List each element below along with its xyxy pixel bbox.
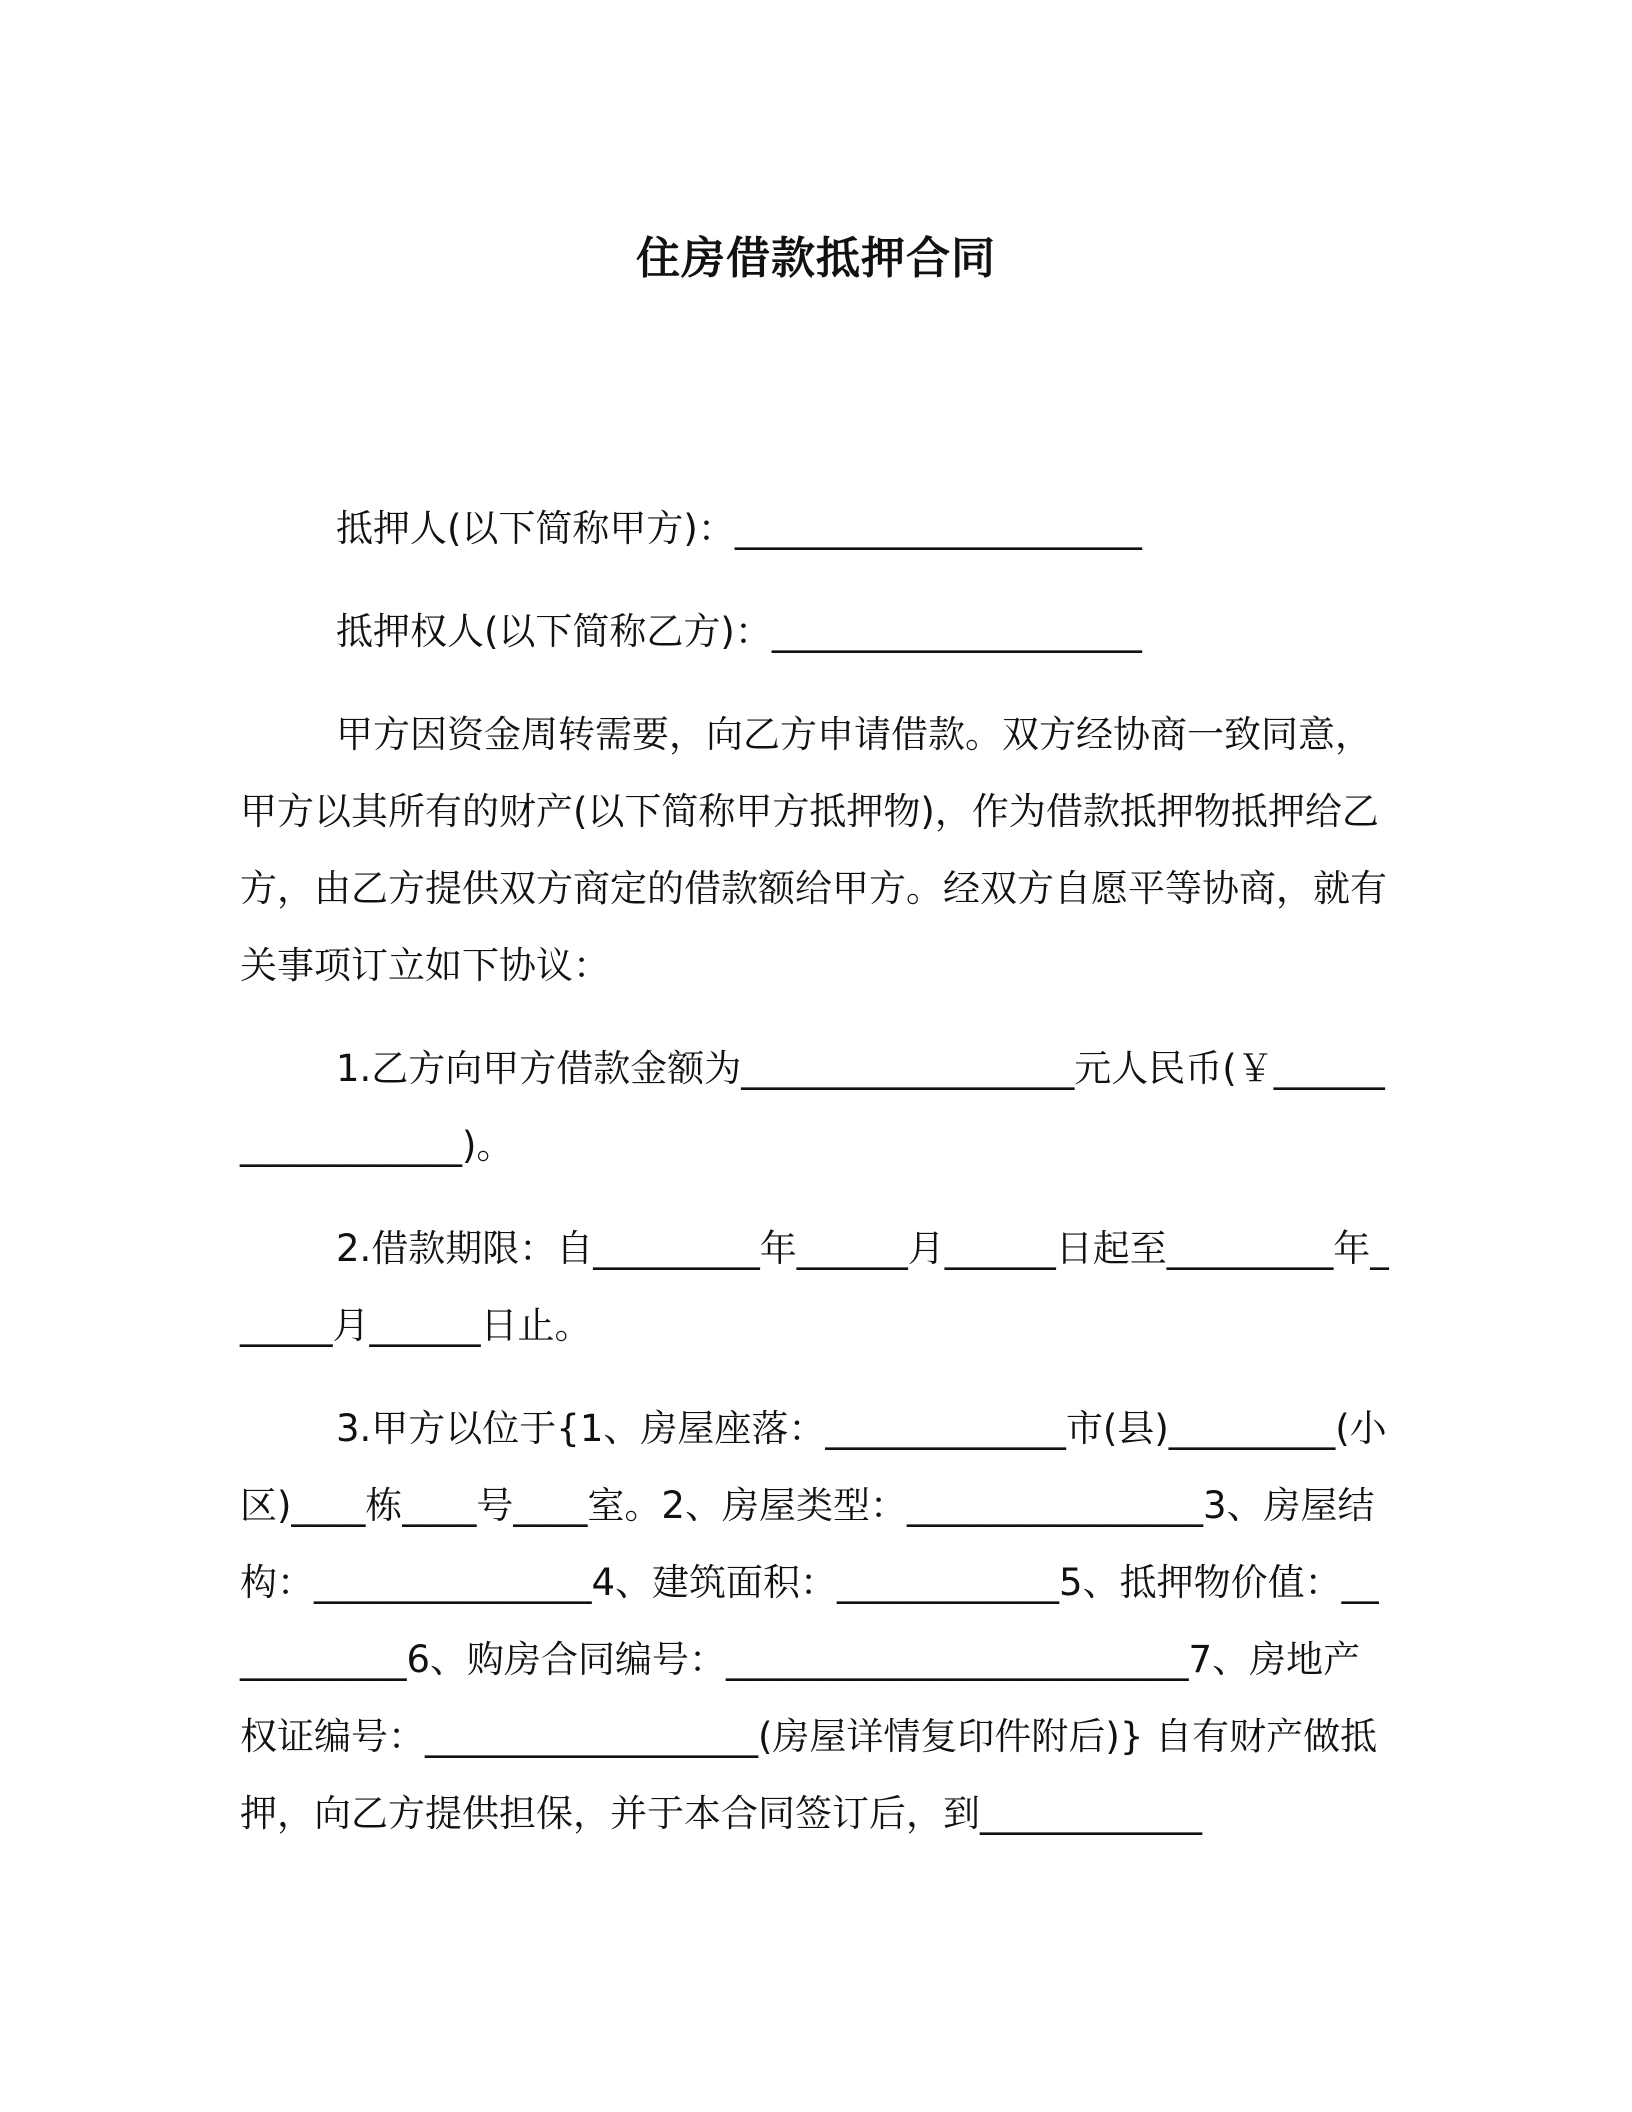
document-title: 住房借款抵押合同 <box>636 233 996 284</box>
document-body <box>240 490 1392 1852</box>
mortgagor-line: 抵押人(以下简称甲方)：______________________ <box>336 507 1142 550</box>
mortgagee-line: 抵押权人(以下简称乙方)：____________________ <box>336 610 1142 653</box>
clause-3-collateral: 3.甲方以位于{1、房屋座落：_____________市(县)_________(小区)____栋____号____室。2、房屋类型：________________3、房屋结构：_______________4、建筑面积：____________5、抵押物价值：___________6、购房合同编号：_________________________7、房地产权证编号：__________________(房屋详情复印件附后)} 自有财产做抵押，向乙方提供担保，并于本合同签订后，到____________ <box>240 1407 1387 1835</box>
clause-2-loan-term: 2.借款期限：自_________年______月______日起至_________年______月______日止。 <box>240 1227 1389 1347</box>
preamble-paragraph: 甲方因资金周转需要，向乙方申请借款。双方经协商一致同意，甲方以其所有的财产(以下简称甲方抵押物)，作为借款抵押物抵押给乙方，由乙方提供双方商定的借款额给甲方。经双方自愿平等协商，就有关事项订立如下协议： <box>240 713 1387 987</box>
clause-1-loan-amount: 1.乙方向甲方借款金额为__________________元人民币(￥__________________)。 <box>240 1047 1385 1167</box>
